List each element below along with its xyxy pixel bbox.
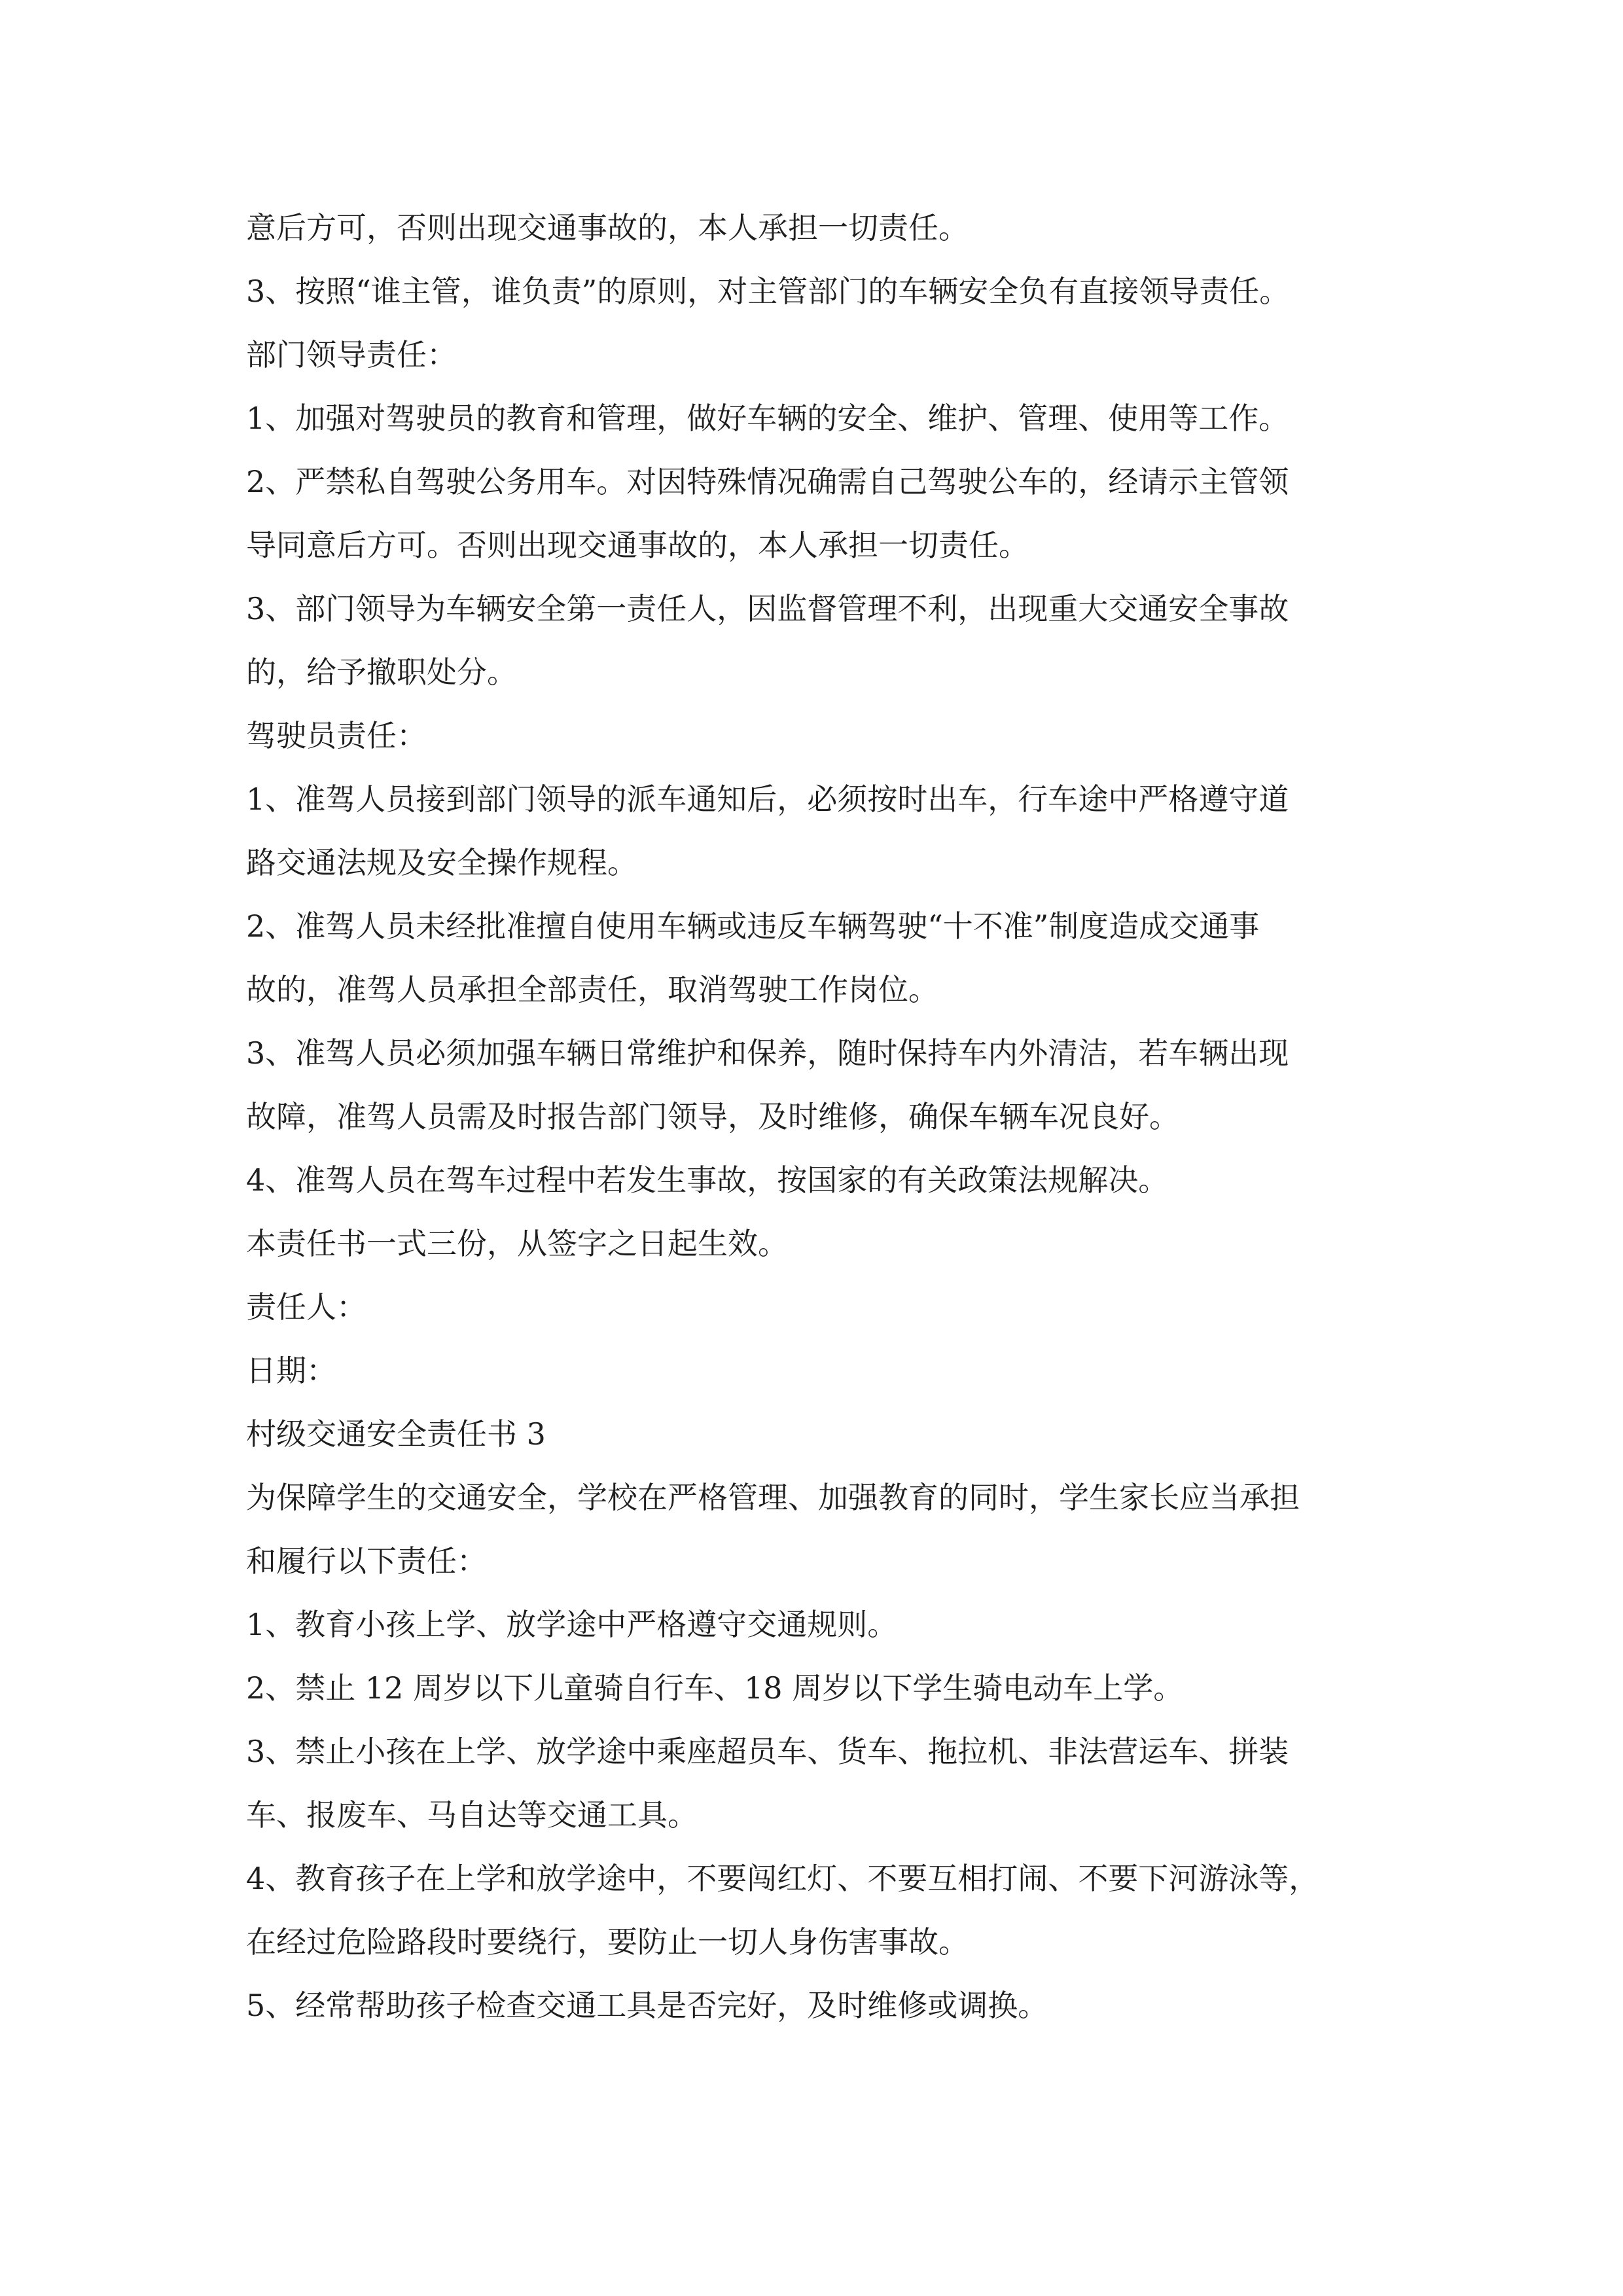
section-heading: 驾驶员责任： (246, 718, 427, 753)
signature-label: 责任人： (246, 1289, 366, 1325)
text-line: 1、加强对驾驶员的教育和管理，做好车辆的安全、维护、管理、使用等工作。 (246, 401, 1289, 436)
text-line: 2、准驾人员未经批准擅自使用车辆或违反车辆驾驶“十不准”制度造成交通事 (246, 908, 1260, 944)
text-line: 3、准驾人员必须加强车辆日常维护和保养，随时保持车内外清洁，若车辆出现 (246, 1035, 1289, 1071)
text-line: 车、报废车、马自达等交通工具。 (246, 1797, 698, 1833)
text-line: 和履行以下责任： (246, 1543, 487, 1579)
text-line: 4、教育孩子在上学和放学途中，不要闯红灯、不要互相打闹、不要下河游泳等， (246, 1861, 1319, 1896)
text-line: 为保障学生的交通安全，学校在严格管理、加强教育的同时，学生家长应当承担 (246, 1480, 1300, 1515)
text-line: 3、部门领导为车辆安全第一责任人，因监督管理不利，出现重大交通安全事故 (246, 591, 1289, 626)
section-heading: 部门领导责任： (246, 337, 457, 372)
document-title: 村级交通安全责任书 3 (246, 1416, 546, 1452)
text-line: 1、教育小孩上学、放学途中严格遵守交通规则。 (246, 1607, 898, 1642)
text-line: 在经过危险路段时要绕行，要防止一切人身伤害事故。 (246, 1924, 969, 1960)
text-line: 2、禁止 12 周岁以下儿童骑自行车、18 周岁以下学生骑电动车上学。 (246, 1670, 1184, 1706)
text-line: 5、经常帮助孩子检查交通工具是否完好，及时维修或调换。 (246, 1988, 1048, 2023)
text-line: 故的，准驾人员承担全部责任，取消驾驶工作岗位。 (246, 972, 938, 1007)
text-line: 意后方可，否则出现交通事故的，本人承担一切责任。 (246, 210, 969, 245)
text-line: 本责任书一式三份，从签字之日起生效。 (246, 1226, 788, 1261)
text-line: 路交通法规及安全操作规程。 (246, 845, 637, 880)
document-body (246, 196, 1398, 2037)
text-line: 4、准驾人员在驾车过程中若发生事故，按国家的有关政策法规解决。 (246, 1162, 1169, 1198)
text-line: 2、严禁私自驾驶公务用车。对因特殊情况确需自己驾驶公车的，经请示主管领 (246, 464, 1289, 499)
text-line: 故障，准驾人员需及时报告部门领导，及时维修，确保车辆车况良好。 (246, 1099, 1179, 1134)
text-line: 的，给予撤职处分。 (246, 655, 517, 690)
text-line: 1、准驾人员接到部门领导的派车通知后，必须按时出车，行车途中严格遵守道 (246, 781, 1289, 817)
text-line: 3、按照“谁主管，谁负责”的原则，对主管部门的车辆安全负有直接领导责任。 (246, 274, 1290, 309)
text-line: 导同意后方可。否则出现交通事故的，本人承担一切责任。 (246, 528, 1029, 563)
text-line: 3、禁止小孩在上学、放学途中乘座超员车、货车、拖拉机、非法营运车、拼装 (246, 1734, 1289, 1769)
date-label: 日期： (246, 1353, 336, 1388)
